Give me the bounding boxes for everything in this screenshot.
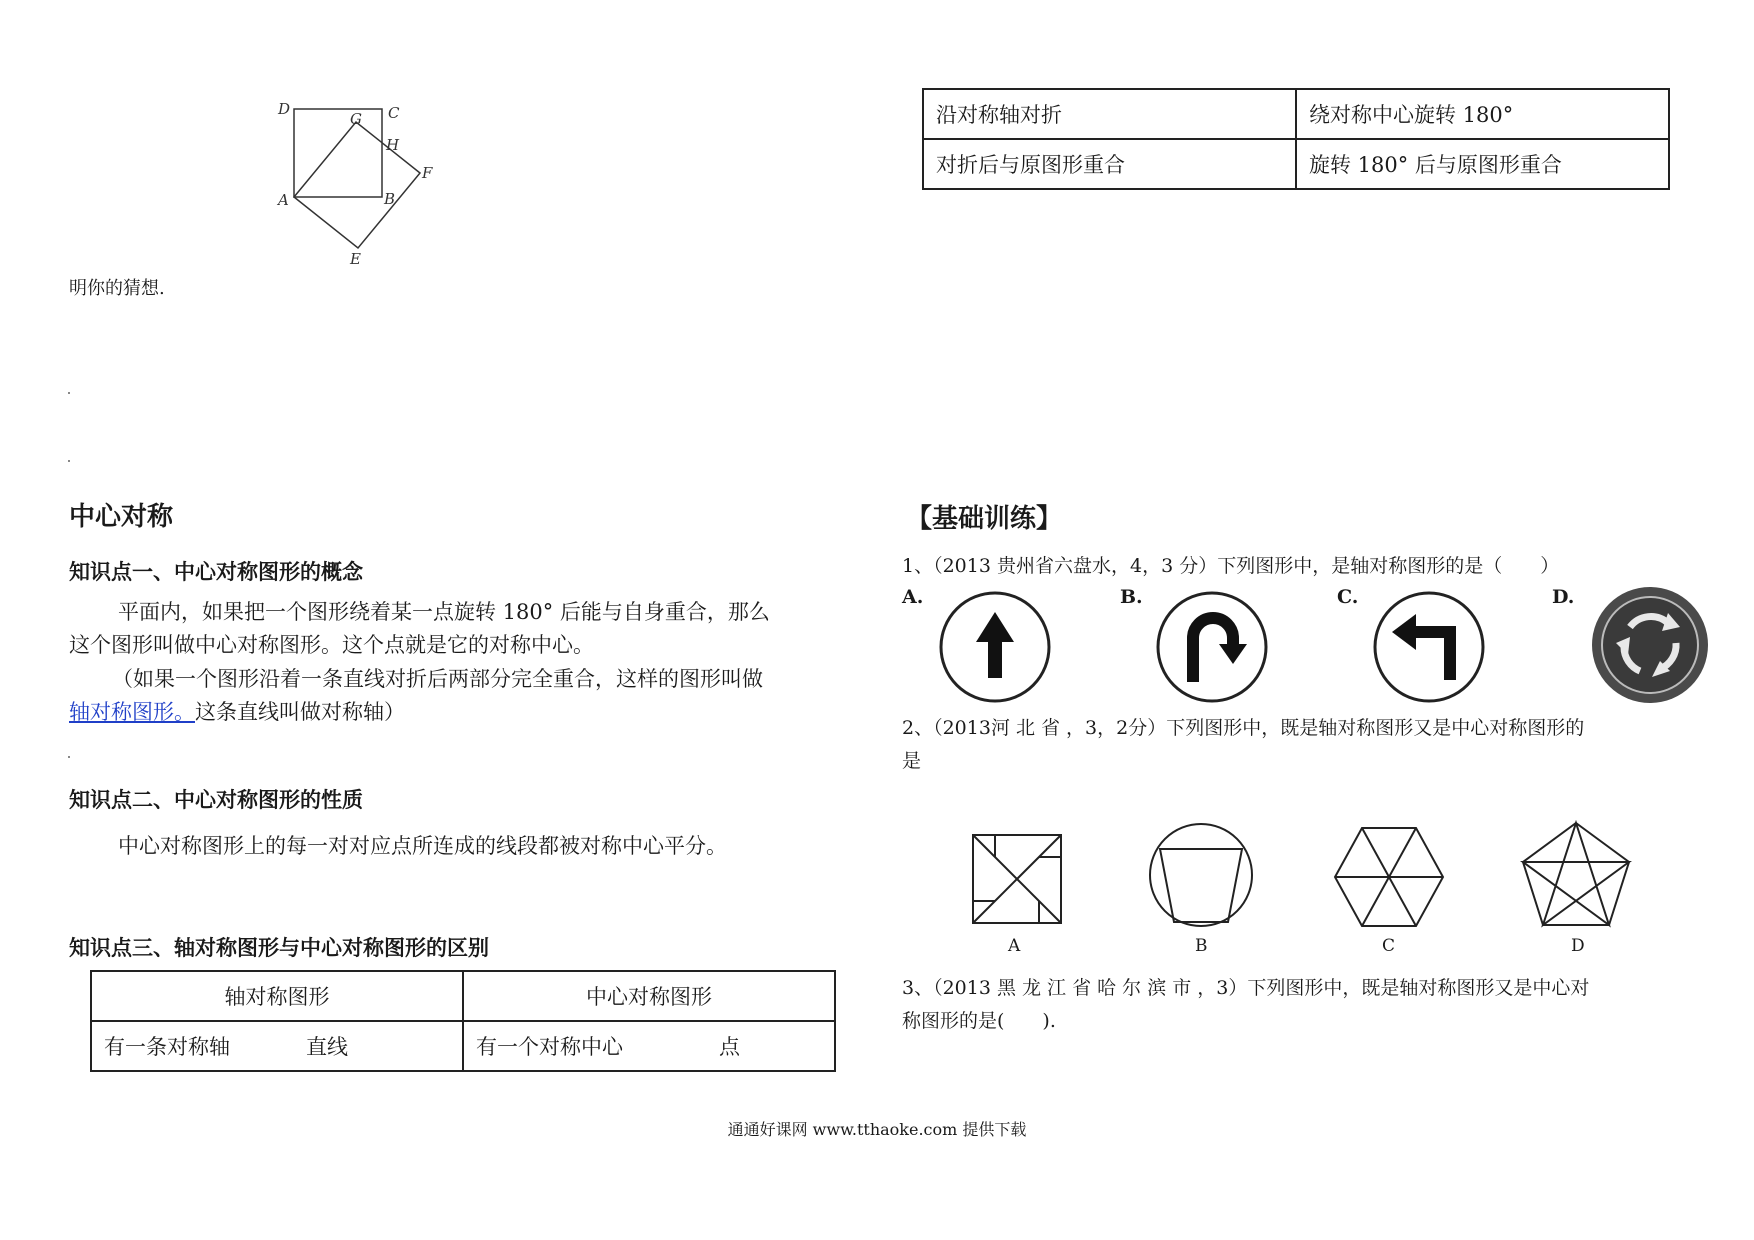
footer-text: 通通好课网 www.tthaoke.com 提供下载: [727, 1120, 1027, 1139]
table-cell: 旋转 180° 后与原图形重合: [1296, 139, 1669, 189]
q2-option-label: D: [1571, 936, 1585, 956]
table-row: [91, 971, 835, 1021]
label-c: C: [388, 104, 400, 122]
label-f: F: [422, 164, 433, 182]
cell-text: 有一条对称轴: [104, 1035, 230, 1059]
square-abcd: [294, 109, 382, 197]
label-g: G: [350, 110, 362, 128]
up-arrow-sign-icon: [938, 590, 1052, 704]
question-3-line1: 3、（2013 黑 龙 江 省 哈 尔 滨 市 ，3）下列图形中，既是轴对称图形又是中心对: [902, 977, 1590, 999]
q1-option-label: D.: [1552, 586, 1575, 608]
roundabout-sign-icon: [1590, 585, 1710, 705]
kp2-title: 知识点二、中心对称图形的性质: [69, 787, 363, 812]
circle-trapezoid-figure: [1148, 822, 1254, 928]
question-2-line2: 是: [902, 750, 922, 772]
kp1-line3: （如果一个图形沿着一条直线对折后两部分完全重合，这样的图形叫做: [112, 667, 763, 691]
kp1-line4-rest: 这条直线叫做对称轴）: [195, 700, 405, 724]
cell-text: 有一个对称中心: [476, 1035, 623, 1059]
label-d: D: [278, 100, 291, 118]
stray-dot: [68, 460, 70, 462]
q2-option-label: C: [1382, 936, 1396, 956]
pinwheel-square-figure: [970, 832, 1066, 928]
table-row: [91, 1021, 835, 1071]
question-1: 1、（2013 贵州省六盘水，4，3 分）下列图形中，是轴对称图形的是（ ）: [902, 555, 1560, 577]
cell-text: 直线: [306, 1035, 348, 1059]
link-axis-symmetric[interactable]: 轴对称图形。: [69, 700, 195, 724]
table-cell: 对折后与原图形重合: [923, 139, 1296, 189]
table-cell: [463, 1021, 835, 1071]
left-turn-sign-icon: [1372, 590, 1486, 704]
q1-option-label: C.: [1337, 586, 1359, 608]
top-table: [922, 88, 1670, 190]
square-agfe: [294, 122, 420, 248]
label-h: H: [386, 136, 400, 154]
kp3-title: 知识点三、轴对称图形与中心对称图形的区别: [69, 935, 489, 960]
label-a: A: [278, 191, 289, 209]
pentagram-figure: [1520, 820, 1632, 928]
kp1-line2: 这个图形叫做中心对称图形。这个点就是它的对称中心。: [69, 633, 594, 657]
table-cell: 沿对称轴对折: [923, 89, 1296, 139]
cell-text: 点: [719, 1035, 740, 1059]
kp1-line1: 平面内，如果把一个图形绕着某一点旋转 180° 后能与自身重合，那么: [118, 600, 770, 624]
table-row: [923, 89, 1669, 139]
stray-dot: [68, 392, 70, 394]
label-b: B: [384, 190, 396, 208]
hexagon-figure: [1332, 826, 1446, 928]
kp1-title: 知识点一、中心对称图形的概念: [69, 559, 363, 584]
q2-option-label: A: [1008, 936, 1021, 956]
geometry-figure: [270, 100, 450, 275]
guess-text: 明你的猜想.: [69, 278, 165, 299]
table-cell: [91, 1021, 463, 1071]
question-3-line2: 称图形的是( ).: [902, 1010, 1056, 1032]
label-e: E: [350, 250, 361, 268]
table-cell: 绕对称中心旋转 180°: [1296, 89, 1669, 139]
q2-option-label: B: [1195, 936, 1208, 956]
question-2-line1: 2、（2013河 北 省 ，3，2分）下列图形中，既是轴对称图形又是中心对称图形的: [902, 717, 1585, 739]
kp3-table: [90, 970, 836, 1072]
kp2-line1: 中心对称图形上的每一对对应点所连成的线段都被对称中心平分。: [118, 834, 727, 858]
u-turn-sign-icon: [1155, 590, 1269, 704]
section-title: 中心对称: [69, 502, 174, 532]
q1-option-label: B.: [1120, 586, 1143, 608]
kp1-line4: [69, 696, 405, 729]
table-header: 中心对称图形: [463, 971, 835, 1021]
stray-dot: [68, 756, 70, 758]
table-row: [923, 139, 1669, 189]
q1-option-label: A.: [902, 586, 924, 608]
table-header: 轴对称图形: [91, 971, 463, 1021]
training-title: 【基础训练】: [906, 504, 1063, 534]
